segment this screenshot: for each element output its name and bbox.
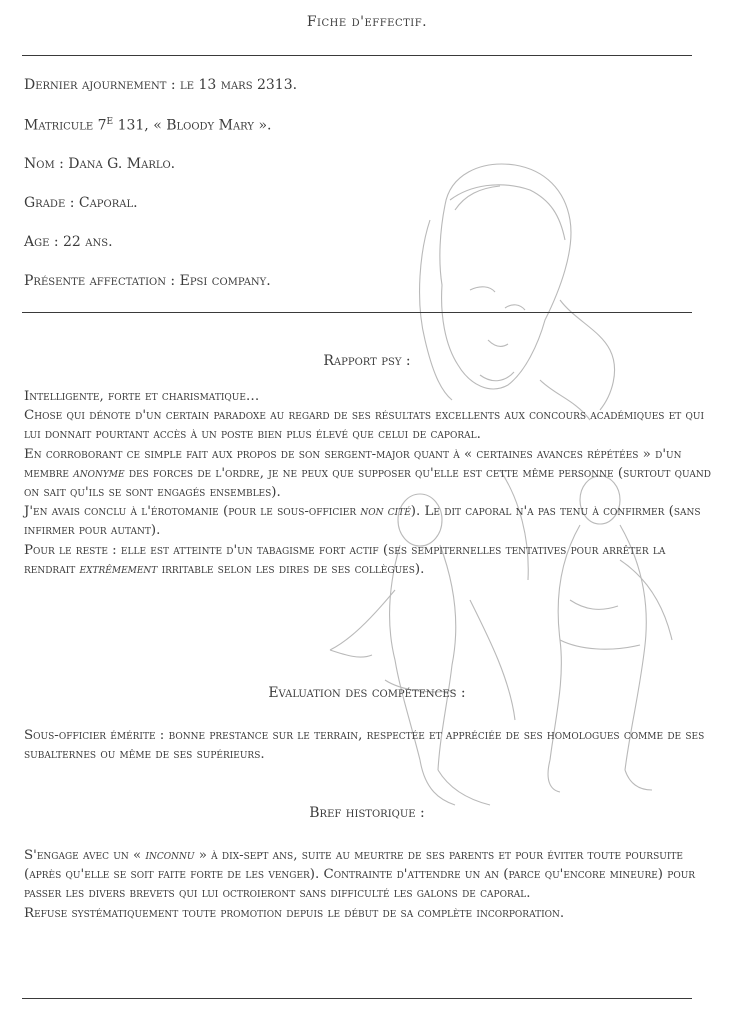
update-label: Dernier ajournement : — [24, 77, 181, 93]
history-title: Bref historique : — [309, 805, 425, 821]
skills-title: Evaluation des compétences : — [268, 685, 466, 701]
psy-line — [24, 502, 714, 540]
history-emphasis: inconnu — [145, 848, 195, 863]
psy-text: ). Le dit caporal n'a pas tenu à confirmer (sans infirmer pour autant). — [24, 504, 701, 539]
history-body — [24, 846, 714, 923]
posting-field: Présente affectation : Epsi company. — [24, 273, 271, 289]
update-field — [24, 77, 297, 93]
history-line: Refuse systématiquement toute promotion depuis le début de sa complète incorporation. — [24, 905, 565, 921]
psy-text: J'en avais conclu à l'érotomanie (pour le sous-officier — [24, 504, 361, 520]
name-field: Nom : Dana G. Marlo. — [24, 156, 176, 172]
psy-emphasis: anonyme — [73, 465, 125, 481]
psy-text: En corroborant ce simple fait aux propos de son sergent-major quant à « certaines avances répétées » d'un membre — [24, 446, 682, 481]
psy-emphasis: extrêmement — [79, 561, 158, 577]
divider — [22, 312, 692, 313]
psy-line: Intelligente, forte et charismatique… — [24, 389, 260, 404]
divider — [22, 998, 692, 999]
divider — [22, 55, 692, 56]
matricule-prefix: Matricule 7 — [24, 117, 107, 134]
psy-text: des forces de l'ordre, je ne peux que supposer qu'elle est cette même personne (surtout quand on sait qu'ils se sont engagés ensembles). — [24, 465, 711, 501]
matricule-rest: 131, « Bloody Mary ». — [113, 117, 272, 134]
psy-report-title: Rapport psy : — [323, 353, 411, 369]
history-line — [24, 846, 714, 904]
document-title: Fiche d'effectif. — [306, 14, 428, 30]
psy-line — [24, 541, 714, 579]
history-text: S'engage avec un « — [24, 848, 146, 863]
psy-line: Chose qui dénote d'un certain paradoxe au regard de ses résultats excellents aux concours académiques et qui lui donnait pourtant accès à un poste bien plus élevé que celui de caporal. — [24, 408, 705, 443]
psy-text: irritable selon les dires de ses collègues). — [157, 561, 425, 577]
skills-body: Sous-officier émérite : bonne prestance sur le terrain, respectée et appréciée de ses homologues comme de ses subalternes ou même de ses supérieurs. — [24, 728, 705, 763]
matricule-field — [24, 117, 271, 134]
psy-line — [24, 445, 714, 503]
history-text: » à dix-sept ans, suite au meurtre de ses parents et pour éviter toute poursuite (après qu'elle se soit faite forte de les venger). Contrainte d'attendre un an (parce qu'encore mineure) pour passer les divers brevets qui lui octroieront sans difficulté les galons de caporal. — [24, 848, 696, 902]
matricule-superscript: E — [106, 117, 114, 127]
grade-field: Grade : Caporal. — [24, 195, 138, 211]
age-field: Age : 22 ans. — [24, 234, 113, 250]
update-date: le 13 mars 2313. — [180, 77, 298, 93]
psy-text: Pour le reste : elle est atteinte d'un tabagisme fort actif (ses sempiternelles tentatives pour arrêter la rendrait — [24, 542, 666, 577]
psy-report-body — [24, 387, 714, 579]
psy-emphasis: non cité — [360, 504, 411, 520]
